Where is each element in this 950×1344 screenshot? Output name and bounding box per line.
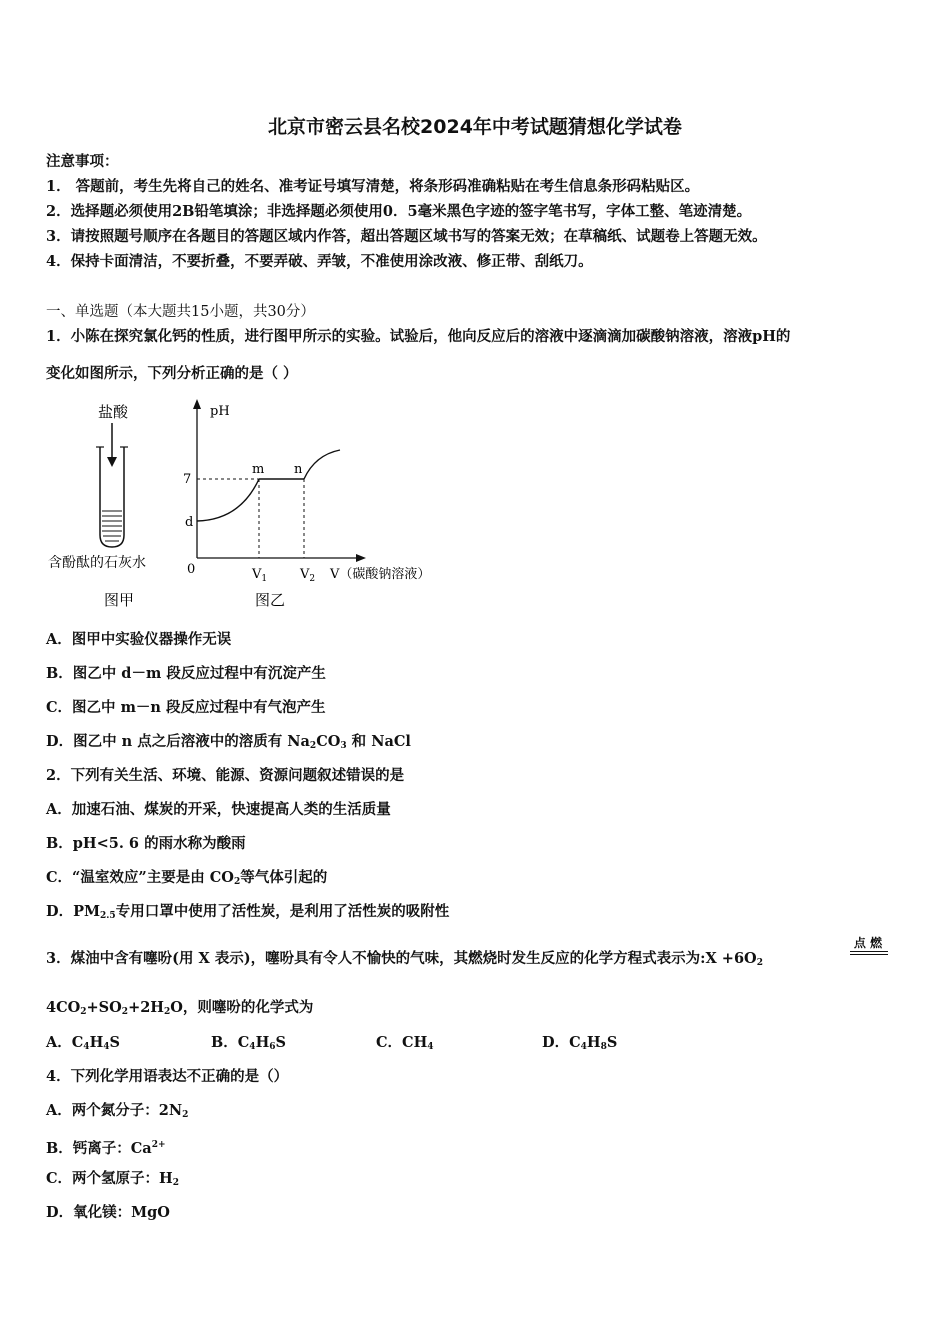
q3-stem: 3．煤油中含有噻吩(用 X 表示)，噻吩具有令人不愉快的气味，其燃烧时发生反应的化学方程式表示为:X $+6O_2$ xyxy=(46,950,763,968)
q3-option-a: A．$C_4H_4S$ xyxy=(46,1034,121,1052)
reaction-arrow-line-2 xyxy=(850,954,888,955)
q2-option-a: A．加速石油、煤炭的开采，快速提高人类的生活质量 xyxy=(46,801,391,818)
reaction-condition: 点 燃 xyxy=(853,936,883,950)
dropper-arrow-head xyxy=(107,457,117,467)
notice-item-1: 1． 答题前，考生先将自己的姓名、准考证号填写清楚，将条形码准确粘贴在考生信息条形码粘贴区。 xyxy=(46,178,700,195)
x-axis-label: V（碳酸钠溶液） xyxy=(330,567,431,582)
v2-label: $V_2$ xyxy=(300,567,316,584)
v1-label: $V_1$ xyxy=(252,567,268,584)
q4-option-b: B．钙离子：$Ca^{2+}$ xyxy=(46,1140,166,1157)
fig-b-caption: 图乙 xyxy=(255,591,286,609)
notice-item-2: 2．选择题必须使用2B铅笔填涂；非选择题必须使用0．5毫米黑色字迹的签字笔书写，字体工整、笔迹清楚。 xyxy=(46,203,752,220)
point-n: n xyxy=(294,462,303,477)
notice-item-4: 4．保持卡面清洁，不要折叠，不要弄破、弄皱，不准使用涂改液、修正带、刮纸刀。 xyxy=(46,253,593,270)
q2-stem: 2．下列有关生活、环境、能源、资源问题叙述错误的是 xyxy=(46,767,405,784)
q2-option-b: B．pH<5. 6 的雨水称为酸雨 xyxy=(46,835,246,852)
q1-stem-line1: 1．小陈在探究氯化钙的性质，进行图甲所示的实验。试验后，他向反应后的溶液中逐滴滴加碳酸钠溶液，溶液pH的 xyxy=(46,328,791,345)
curve-after-n xyxy=(304,450,340,479)
q2-option-c: C．“温室效应”主要是由 $CO_2$等气体引起的 xyxy=(46,869,328,887)
q3-option-b: B．$C_4H_6S$ xyxy=(211,1034,287,1052)
q3-option-c: C．$CH_4$ xyxy=(376,1034,434,1052)
reaction-arrow-line xyxy=(850,951,888,952)
curve-d-m xyxy=(197,479,259,521)
q1-option-a: A．图甲中实验仪器操作无误 xyxy=(46,631,232,648)
origin-label: 0 xyxy=(187,562,196,577)
page-title: 北京市密云县名校2024年中考试题猜想化学试卷 xyxy=(268,116,682,138)
fig-a-caption: 图甲 xyxy=(104,591,135,609)
tube-liquid xyxy=(102,511,122,541)
q1-option-b: B．图乙中 d－m 段反应过程中有沉淀产生 xyxy=(46,665,326,682)
y-axis-label: pH xyxy=(210,404,230,419)
hcl-label: 盐酸 xyxy=(98,403,129,421)
q4-option-a: A．两个氮分子：$2N_2$ xyxy=(46,1102,189,1120)
section-heading: 一、单选题（本大题共15小题，共30分） xyxy=(46,304,315,320)
tick-d: d xyxy=(185,515,194,530)
point-m: m xyxy=(252,462,265,477)
q1-option-c: C．图乙中 m－n 段反应过程中有气泡产生 xyxy=(46,699,326,716)
q1-figure xyxy=(40,395,470,615)
notice-item-3: 3．请按照题号顺序在各题目的答题区域内作答，超出答题区域书写的答案无效；在草稿纸、试题卷上答题无效。 xyxy=(46,228,767,245)
tube-label: 含酚酞的石灰水 xyxy=(48,555,146,571)
q1-stem-line2: 变化如图所示，下列分析正确的是（ ） xyxy=(46,365,298,382)
q4-option-d: D．氧化镁：MgO xyxy=(46,1204,170,1221)
q3-option-d: D．$C_4H_8S$ xyxy=(542,1034,618,1052)
notice-heading: 注意事项： xyxy=(46,153,119,170)
q1-option-d: D．图乙中 n 点之后溶液中的溶质有 $Na_2CO_3$ 和 NaCl xyxy=(46,733,411,751)
q4-stem: 4．下列化学用语表达不正确的是（） xyxy=(46,1068,289,1085)
q2-option-d: D．$PM_{2.5}$专用口罩中使用了活性炭，是利用了活性炭的吸附性 xyxy=(46,903,450,921)
q3-stem-line2: $4CO_2+SO_2+2H_2O$，则噻吩的化学式为 xyxy=(46,999,314,1017)
tick-7: 7 xyxy=(183,472,192,487)
q4-option-c: C．两个氢原子：$H_2$ xyxy=(46,1170,180,1188)
